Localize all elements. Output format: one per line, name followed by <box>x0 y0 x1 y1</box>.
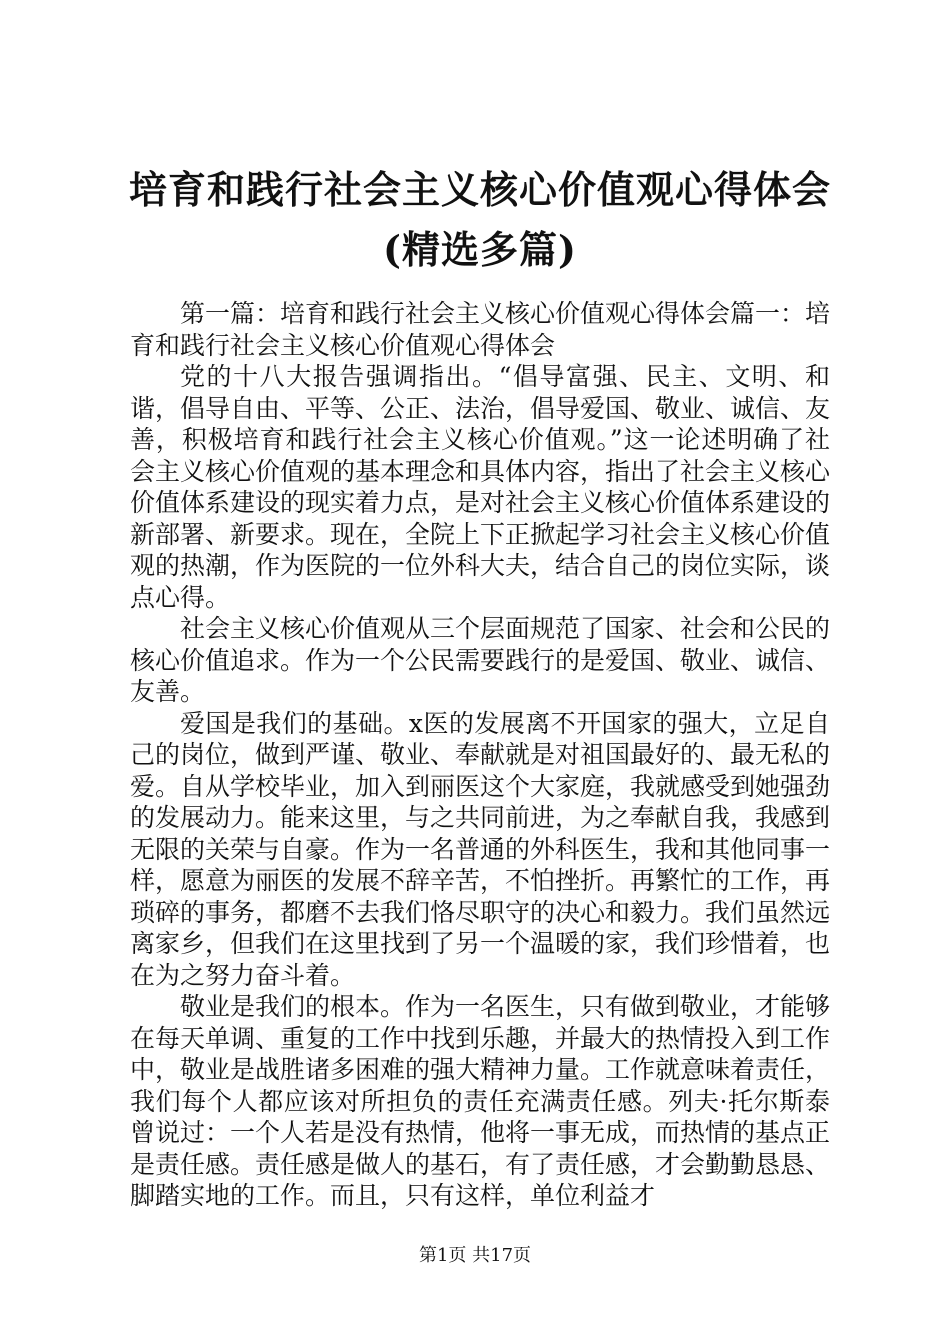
page-number-footer: 第1页 共17页 <box>418 1245 532 1266</box>
paragraph: 敬业是我们的根本。作为一名医生，只有做到敬业，才能够在每天单调、重复的工作中找到乐趣，并最大的热情投入到工作中，敬业是战胜诸多困难的强大精神力量。工作就意味着责任，我们每个人都应该对所担负的责任充满责任感。列夫·托尔斯泰曾说过：一个人若是没有热情，他将一事无成，而热情的基点正是责任感。责任感是做人的基石，有了责任感，才会勤勤恳恳、脚踏实地的工作。而且，只有这样，单位利益才 <box>130 992 831 1210</box>
paragraph: 党的十八大报告强调指出。“倡导富强、民主、文明、和谐，倡导自由、平等、公正、法治，倡导爱国、敬业、诚信、友善，积极培育和践行社会主义核心价值观。”这一论述明确了社会主义核心价值观的基本理念和具体内容，指出了社会主义核心价值体系建设的现实着力点，是对社会主义核心价值体系建设的新部署、新要求。现在，全院上下正掀起学习社会主义核心价值观的热潮，作为医院的一位外科大夫，结合自己的岗位实际，谈点心得。 <box>130 362 831 612</box>
paragraph: 爱国是我们的基础。x医的发展离不开国家的强大，立足自己的岗位，做到严谨、敬业、奉献就是对祖国最好的、最无私的爱。自从学校毕业，加入到丽医这个大家庭，我就感受到她强劲的发展动力。能来这里，与之共同前进，为之奉献自我，我感到无限的关荣与自豪。作为一名普通的外科医生，我和其他同事一样，愿意为丽医的发展不辞辛苦，不怕挫折。再繁忙的工作，再琐碎的事务，都磨不去我们恪尽职守的决心和毅力。我们虽然远离家乡，但我们在这里找到了另一个温暖的家，我们珍惜着，也在为之努力奋斗着。 <box>130 708 831 990</box>
paragraph: 社会主义核心价值观从三个层面规范了国家、社会和公民的核心价值追求。作为一个公民需要践行的是爱国、敬业、诚信、友善。 <box>130 614 831 706</box>
document-title: 培育和践行社会主义核心价值观心得体会(精选多篇) <box>128 167 831 272</box>
document-body <box>130 298 830 1212</box>
paragraph: 第一篇：培育和践行社会主义核心价值观心得体会篇一：培育和践行社会主义核心价值观心得体会 <box>130 299 831 360</box>
